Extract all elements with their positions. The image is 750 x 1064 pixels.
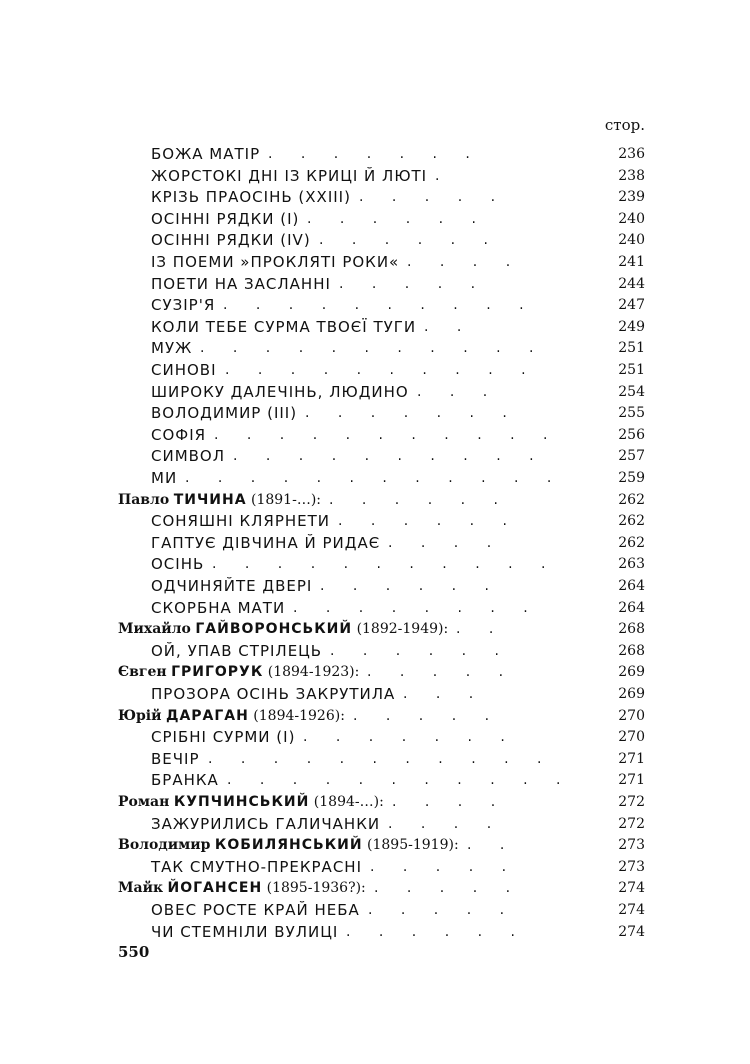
author-entry (118, 791, 645, 813)
entry-page-number: 262 (618, 513, 645, 530)
poem-entry (118, 856, 645, 878)
author-years: (1894-…): (313, 794, 384, 810)
entry-page-number: 270 (618, 707, 645, 724)
entry-page-number: 236 (618, 146, 645, 162)
entry-page-number: 273 (618, 858, 645, 875)
leader-dots: . . . . . (353, 707, 502, 724)
author-entry (118, 618, 645, 640)
author-last-name: ГРИГОРУК (171, 664, 264, 681)
leader-dots: . . . . . . (330, 642, 511, 659)
author-years: (1891-…): (251, 491, 321, 508)
author-entry (118, 661, 645, 683)
poem-entry (118, 597, 645, 619)
leader-dots: . . . . . . . . . . . . (185, 470, 564, 486)
poem-title: ВОЛОДИМИР (III) (151, 404, 298, 423)
leader-dots: . . . . . . . . . . . (214, 426, 560, 443)
entry-page-number: 274 (618, 880, 645, 897)
poem-title: ЗАЖУРИЛИСЬ ГАЛИЧАНКИ (151, 814, 381, 833)
entry-page-number: 273 (618, 837, 645, 854)
author-entry (118, 834, 645, 856)
entry-page-number: 257 (618, 448, 645, 465)
leader-dots: . . . . . (367, 664, 516, 681)
entry-page-number: 241 (618, 254, 645, 270)
entry-page-number: 274 (618, 923, 645, 940)
poem-entry (118, 899, 645, 921)
poem-title: ОСІННІ РЯДКИ (IV) (151, 231, 311, 250)
poem-title: ТАК СМУТНО-ПРЕКРАСНІ (151, 857, 362, 876)
author-first-name: Роман (118, 794, 170, 810)
poem-title: ОВЕС РОСТЕ КРАЙ НЕБА (151, 901, 360, 919)
poem-entry (118, 575, 645, 597)
poem-title: БОЖА МАТІР (151, 145, 261, 163)
author-name (118, 489, 321, 511)
leader-dots: . . . . . . . . . . . (212, 556, 558, 573)
author-last-name: ГАЙВОРОНСЬКИЙ (195, 621, 353, 638)
poem-title: СИМВОЛ (151, 447, 226, 466)
leader-dots: . . . . . (370, 858, 519, 875)
leader-dots: . . . . . . (338, 513, 519, 530)
leader-dots: . . . . . . . . (293, 599, 540, 616)
poem-entry (118, 553, 645, 575)
poem-title: КОЛИ ТЕБЕ СУРМА ТВОЄЇ ТУГИ (151, 317, 417, 336)
poem-title: ОСІНЬ (151, 555, 205, 574)
leader-dots: . . . (417, 383, 500, 400)
poem-entry (118, 510, 645, 532)
entry-page-number: 240 (618, 232, 645, 249)
entry-page-number: 264 (618, 578, 645, 594)
poem-title: ЧИ СТЕМНІЛИ ВУЛИЦІ (151, 922, 339, 941)
poem-entry (118, 229, 645, 251)
author-name (118, 705, 345, 727)
author-name (118, 877, 366, 899)
author-first-name: Павло (118, 491, 170, 508)
entry-page-number: 240 (618, 210, 645, 227)
leader-dots: . . . . . . (319, 232, 500, 249)
entry-page-number: 269 (618, 686, 645, 702)
author-first-name: Євген (118, 664, 167, 681)
leader-dots: . . . . . (368, 902, 517, 918)
poem-entry (118, 208, 645, 230)
poem-title: ШИРОКУ ДАЛЕЧІНЬ, ЛЮДИНО (151, 382, 409, 401)
entry-page-number: 249 (618, 318, 645, 335)
poem-entry (118, 251, 645, 273)
leader-dots: . . (456, 621, 506, 638)
leader-dots: . . . . . . . (268, 146, 482, 162)
poem-entry (118, 337, 645, 359)
leader-dots: . . . . (388, 815, 504, 832)
leader-dots: . . . . . . . (303, 729, 517, 746)
poem-title: СРІБНІ СУРМИ (I) (151, 728, 296, 747)
entry-page-number: 269 (618, 664, 645, 681)
poem-title: ПРОЗОРА ОСІНЬ ЗАКРУТИЛА (151, 685, 396, 703)
entry-page-number: 270 (618, 729, 645, 746)
poem-entry (118, 748, 645, 770)
leader-dots: . . . . . . (307, 210, 488, 227)
leader-dots: . (435, 167, 452, 184)
leader-dots: . . . . (392, 794, 508, 810)
poem-entry (118, 445, 645, 467)
entry-page-number: 254 (618, 383, 645, 400)
poem-title: ОДЧИНЯЙТЕ ДВЕРІ (151, 577, 313, 595)
author-name (118, 661, 359, 683)
poem-entry (118, 186, 645, 208)
author-years: (1894-1923): (267, 664, 360, 681)
poem-title: ВЕЧІР (151, 749, 200, 768)
poem-entry (118, 424, 645, 446)
entry-page-number: 272 (618, 794, 645, 810)
poem-title: ГАПТУЄ ДІВЧИНА Й РИДАЄ (151, 533, 381, 552)
leader-dots: . . . (403, 686, 486, 702)
entry-page-number: 264 (618, 599, 645, 616)
poem-title: ОСІННІ РЯДКИ (I) (151, 209, 300, 228)
leader-dots: . . . . . (374, 880, 523, 897)
poem-entry (118, 683, 645, 705)
author-years: (1894-1926): (253, 707, 345, 724)
leader-dots: . . (467, 837, 517, 854)
author-first-name: Михайло (118, 621, 191, 638)
entry-page-number: 272 (618, 815, 645, 832)
poem-entry (118, 294, 645, 316)
poem-title: ІЗ ПОЕМИ »ПРОКЛЯТІ РОКИ« (151, 253, 400, 271)
author-entry (118, 705, 645, 727)
poem-entry (118, 813, 645, 835)
author-last-name: ЙОГАНСЕН (167, 880, 263, 897)
author-name (118, 791, 384, 813)
leader-dots: . . . . . . (329, 491, 510, 508)
entry-page-number: 259 (618, 470, 645, 486)
poem-entry (118, 532, 645, 554)
page-column-label: стор. (604, 116, 645, 134)
poem-title: СОНЯШНІ КЛЯРНЕТИ (151, 512, 331, 531)
author-entry (118, 489, 645, 511)
entry-page-number: 238 (618, 167, 645, 184)
leader-dots: . . . . . . . . . . (233, 448, 546, 465)
poem-entry (118, 769, 645, 791)
poem-entry (118, 165, 645, 187)
page-number: 550 (118, 943, 150, 961)
poem-title: СИНОВІ (151, 361, 217, 379)
entry-page-number: 256 (618, 426, 645, 443)
leader-dots: . . . . . . . (305, 405, 519, 422)
author-last-name: ДАРАГАН (165, 707, 249, 724)
entry-page-number: 247 (618, 297, 645, 314)
poem-entry (118, 316, 645, 338)
entry-page-number: 274 (618, 902, 645, 918)
poem-title: ЖОРСТОКІ ДНІ ІЗ КРИЦІ Й ЛЮТІ (151, 166, 428, 185)
leader-dots: . . . . (407, 254, 523, 270)
entry-page-number: 251 (618, 362, 645, 378)
author-years: (1895-1919): (367, 837, 459, 854)
entry-page-number: 271 (618, 772, 645, 789)
poem-entry (118, 402, 645, 424)
poem-title: МУЖ (151, 339, 193, 358)
poem-entry (118, 921, 645, 943)
entry-page-number: 262 (618, 534, 645, 551)
author-entry (118, 877, 645, 899)
leader-dots: . . . . . . . . . . . (208, 750, 554, 767)
poem-title: ОЙ, УПАВ СТРІЛЕЦЬ (151, 641, 323, 660)
leader-dots: . . . . . . . . . . . (200, 340, 546, 357)
leader-dots: . . . . (388, 534, 504, 551)
poem-title: ПОЕТИ НА ЗАСЛАННІ (151, 274, 331, 293)
poem-entry (118, 467, 645, 489)
entry-page-number: 271 (618, 750, 645, 767)
poem-title: СОФІЯ (151, 425, 207, 444)
leader-dots: . . (424, 318, 474, 335)
author-first-name: Володимир (118, 837, 211, 854)
entry-page-number: 263 (618, 556, 645, 573)
entry-page-number: 268 (618, 642, 645, 659)
entry-page-number: 262 (618, 491, 645, 508)
author-first-name: Майк (118, 880, 164, 897)
poem-entry (118, 143, 645, 165)
leader-dots: . . . . . . (346, 923, 527, 940)
leader-dots: . . . . . (339, 275, 488, 292)
poem-entry (118, 726, 645, 748)
entry-page-number: 239 (618, 189, 645, 206)
poem-title: КРІЗЬ ПРАОСІНЬ (XXIII) (151, 188, 351, 207)
author-years: (1895-1936?): (266, 880, 366, 897)
author-name (118, 834, 459, 856)
author-last-name: ТИЧИНА (173, 491, 247, 508)
entry-page-number: 268 (618, 621, 645, 638)
leader-dots: . . . . . . . . . . . (227, 772, 573, 789)
entry-page-number: 244 (618, 275, 645, 292)
leader-dots: . . . . . . (320, 578, 501, 594)
author-last-name: КУПЧИНСЬКИЙ (173, 794, 310, 810)
poem-entry (118, 273, 645, 295)
author-last-name: КОБИЛЯНСЬКИЙ (214, 837, 363, 854)
poem-title: МИ (151, 469, 178, 487)
poem-title: БРАНКА (151, 771, 219, 790)
poem-entry (118, 359, 645, 381)
author-years: (1892-1949): (356, 621, 449, 638)
leader-dots: . . . . . . . . . . (225, 362, 538, 378)
entry-page-number: 251 (618, 340, 645, 357)
poem-entry (118, 381, 645, 403)
poem-entry (118, 640, 645, 662)
poem-title: СУЗІР'Я (151, 296, 216, 315)
leader-dots: . . . . . (359, 189, 508, 206)
poem-title: СКОРБНА МАТИ (151, 598, 286, 617)
leader-dots: . . . . . . . . . . (223, 297, 536, 314)
author-first-name: Юрій (118, 707, 162, 724)
entry-page-number: 255 (618, 405, 645, 422)
author-name (118, 618, 448, 640)
